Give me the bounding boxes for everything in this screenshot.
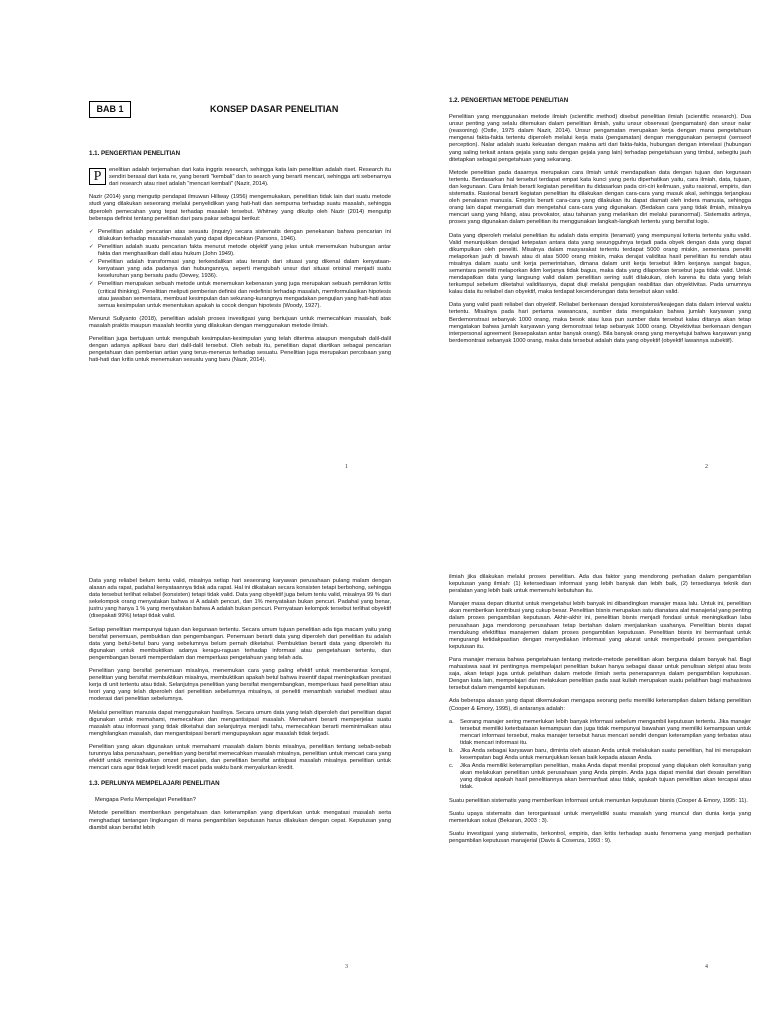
paragraph: Menurut Sullyanto (2018), penelitian adalah proses investigasi yang bertujuan untuk memecahkan masalah, baik masalah praktis maupun masalah teoritis yang dilakukan dengan menggunakan metode ilmiah. [89, 315, 391, 329]
list-item: ✓ Penelitian adalah transformasi yang terkendalikan atau terarah dari situasi yang dikenal dalam kenyataan-kenyataan yang ada padanya dan hubungannya, seperti mengubah unsur dari situasi orisinal menjadi suatu keseluruhan yang bersatu padu (Dewey, 1936). [89, 259, 391, 280]
list-text: Jika Anda sebagai karyawan baru, diminta oleh atasan Anda untuk melakukan suatu penelitian, hal ini merupakan kesempatan bagi Anda untuk menunjukkan kesan baik kepada atasan Anda. [460, 747, 751, 762]
section-title-1-1: 1.1. PENGERTIAN PENELITIAN [89, 150, 181, 157]
page-2-body [449, 97, 751, 351]
list-item [449, 763, 751, 791]
question-heading: Mengapa Perlu Mempelajari Penelitian? [95, 797, 196, 804]
paragraph: Suatu investigasi yang sistematis, terkontrol, empiris, dan kritis terhadap suatu fenomena yang menjadi perhatian pengambilan keputusan manajerial (Davis & Cosenza, 1993 : 9). [449, 830, 751, 844]
page-3-body [89, 578, 391, 838]
list-item: ✓ Penelitian merupakan sebuah metode untuk menemukan kebenaran yang juga merupakan sebuah pemikiran kritis (critical thinking). Penelitian meliputi pemberian definisi dan redefinisi terhadap masalah, memformulasikan hipotesis atau jawaban sementara, membuat kesimpulan dan sekurang-kurangnya mengadakan pengujian yang hati-hati atas semua kesimpulan untuk menentukan apakah ia cocok dengan hipotesis (Woody, 1927). [89, 281, 391, 309]
list-item [449, 719, 751, 747]
paragraph: Suatu penelitian sistematis yang memberikan informasi untuk menuntun keputusan bisnis (Cooper & Emory, 1995: 11). [449, 797, 748, 804]
paragraph: Manajer masa depan dituntut untuk mengetahui lebih banyak ini dibandingkan manajer masa lalu. Untuk ini, penelitian akan memberikan kontribusi yang cukup besar. Penelitian bisnis merupakan satu dianatara alat manajerial yang penting dalam proses pengambilan keputusan. Akhir-akhir ini, penelitian bisnis menjadi fondasi untuk meningkatkan laba perusahaan juga mendorong perusahaan tetap bertahan dalam menjalankan usahanya. Penelitian bisnis dapat mendukung efektifitas manajemen dalam proses pengambilan keputusan. Penelitian bisnis ini bermanfaat untuk mengurangi ketidakpastian dengan menyediakan informasi yang akurat untuk memperbaiki proses pengambilan keputusan itu. [449, 601, 751, 650]
paragraph: Penelitian yang bersifat penemuan misalnya, menemukan cara yang paling efektif untuk memberantas korupsi, penelitian yang bersifat membuktikan misalnya, membuktikan apakah betul bahwa insentif dapat meningkatkan prestasi kerja di unit tertentu atau tidak. Selanjutnya penelitian yang bersifat mengembangkan, memperluas hasil penelitian atau teori yang yang telah diperoleh dari penelitian sebelumnya misalnya, si peneliti menambah variabel mediasi atau moderasi dari penelitian sebelumnya. [89, 668, 391, 703]
intro-paragraph [89, 167, 391, 188]
list-marker: b. [449, 747, 454, 754]
page-number: 2 [705, 464, 708, 470]
paragraph: Penelitian yang menggunakan metode ilmiah (scientific method) disebut penelitian ilmiah (scientific research). Dua unsur penting yang selalu ditemukan dalam penelitian ilmiah, yaitu unsur observasi (pengamatan) dan unsur nalar (reasoning) (Ostle, 1975 dalam Nazir, 2014). Unsur pengamatan merupakan kerja dengan mana pengetahuan mengenai fakta-fakta tertentu diperoleh melalui kerja mata (pengamatan) dengan menggunakan persepsi (senseof perception). Nalar adalah suatu kekuatan dengan makna arti dari fakta-fakta, hubungan dengan interelasi (hubungan yang saling terkait antara gejala yang satu dengan gejala yang lain) terhadap pengetahuan yang timbul, sebegitu jauh ditetapkan sebagai pengetahuan yang sekarang. [449, 114, 751, 163]
paragraph: Data yang diperoleh melalui penelitian itu adalah data empiris (teramati) yang mempunyai kriteria tertentu yaitu valid. Valid menunjukkan derajad ketepatan antara data yang sesungguhnya terjadi pada obyek dengan data yang dapat dikumpulkan oleh peneliti. Misalnya dalam masyarakat tertentu terdapat 5000 orang miskin, sementara peneliti melaporkan jauh di bawah atau di atas 5000 orang miskin, maka derajat validitas hasil penelitian itu rendah atau misalnya dalam suatu unit kerja pemerintahan, dimana dalam unit kerja tersebut iklim kerjanya sangat bagus, sementara peneliti melaporkan iklim kerjanya tidak bagus, maka data yang dilaporkan tersebut juga tidak valid. Untuk mendapatkan data yang langsung valid dalam penelitian sering sulit dilakukan, oleh karena itu data yang telah terkumpul sebelum diketahui validitasnya, dapat diuji melalui pengujian reabilitas dan obyektivitas. Pada umumnya kalau data itu reliabel dan obyektif, maka terdapat kecenderungan data tersebut akan valid. [449, 232, 751, 296]
paragraph: Penelitian yang akan digunakan untuk memahami masalah dalam bisnis misalnya, penelitian tentang sebab-sebab turunnya laba perusahaan, penelitian yang bersifat memecahkan masalah misalnya, penelitian untuk mencari cara yang efektif untuk meningkatkan omzet penjualan, dan penelitian bersifat antisipasi masalah misalnya penelitian untuk mencari cara agar tidak terjadi kredit macet pada waktu bank menyalurkan kredit. [89, 743, 391, 772]
section-title-1-2: 1.2. PENGERTIAN METODE PENELITIAN [449, 97, 569, 104]
list-marker: a. [449, 718, 454, 725]
list-marker: c. [449, 763, 454, 770]
reasons-list [449, 719, 751, 792]
paragraph: Nazir (2014) yang mengutip pendapat ilmuwan Hillway (1956) mengemukakan, penelitian tidak lain dari suatu metode studi yang dilakukan seseorang melalui penyelidikan yang hati-hati dan sempurna terhadap suatu masalah, sehingga diperoleh pemecahan yang tepat terhadap masalah tersebut. Whitney yang dikutip oleh Nazir (2014) mengutip beberapa definisi tentang penelitian dari para pakar sebagai berikut: [89, 194, 391, 222]
dropcap-letter: P [89, 168, 106, 185]
page-number: 3 [345, 964, 348, 970]
definition-list [89, 229, 391, 310]
chapter-label: BAB 1 [96, 104, 124, 114]
paragraph: Metode penelitian pada dasarnya merupakan cara ilmiah untuk mendapatkan data dengan tujuan dan kegunaan tertentu. Berdasarkan hal tersebut terdapat empat kata kunci yang perlu diperhatikan yaitu, cara ilmiah, data, tujuan, dan kegunaan. Cara ilmiah berarti kegiatan penelitian itu didasarkan pada ciri-ciri keilmuan, yaitu rasional, empiris, dan sistematis. Rasional berarti kegiatan penelitian itu dilakukan dengan cara-cara yang masuk akal, sehingga terjangkau oleh penalaran manusia. Empiris berarti cara-cara yang dilakukan itu dapat diamati oleh indera manusia, sehingga orang lain dapat mengamati dan mengetahui cara-cara yang digunakan. (Bedakan cara yang tidak ilmiah, misalnya mencari uang yang hilang, atau provokator, atau tahanan yang melarikan diri melalui paranormal). Sistematis artinya, proses yang digunakan dalam penelitian itu menggunakan langkah-langkah tertentu yang bersifat logis. [449, 169, 751, 226]
paragraph: Melalui penelitian manusia dapat menggunakan hasilnya. Secara umum data yang telah diperoleh dari penelitian dapat digunakan untuk memahami, memecahkan dan mengantisipasi masalah. Memahami berarti memperjelas suatu masalah atau informasi yang tidak diketahui dan selanjutnya menjadi tahu, memecahkan berarti meminimalkan atau menghilangkan masalah, dan mengantisipasi berarti mengupayakan agar masalah tidak terjadi. [89, 709, 391, 737]
intro-text: enelitian adalah terjemahan dari kata inggris research, sehingga kata lain penelitian adalah riset. Research itu sendiri berasal dari kata re, yang berarti "kembali" dan to search yang berarti mencari, sehingga arti sebenarnya dari research atau riset adalah "mencari kembali" (Nazir, 2014). [109, 167, 391, 188]
paragraph: Metode penelitian memberikan pengetahuan dan keterampilan yang diperlukan untuk mengatasi masalah serta menghadapi tantangan lingkungan di mana pengambilan keputusan harus dilakukan dengan cepat. Keputusan yang diambil akan bersifat lebih [89, 810, 391, 831]
list-text: Seorang manajer sering memerlukan lebih banyak informasi sebelum mengambil keputusan tertentu. Jika manajer tersebut memiliki keterbatasan kemampuan dan juga tidak mempunyai bawahan yang memiliki kemampuan untuk mencari informasi tersebut, maka manajer tersebut harus mencari sendiri dengan keterampilan yang terbatas atau tidak mencari informasi itu. [460, 718, 751, 746]
paragraph: Para manajer merasa bahwa pengetahuan tentang metode-metode penelitian akan berguna dalam banyak hal. Bagi mahasiswa saat ini pentingnya mempelajari penelitian bukan hanya sebagai dasar untuk penulisan skripsi atau tesis saja, akan tetapi juga untuk pelatihan dalam metode ilmiah serta penerapannya dalam pengambilan keputusan. Dengan kata lain, mempelajari dan melakukan penelitian pada saat kuliah merupakan suatu pelatihan bagi mahasiswa tersebut dalam mengambil keputusan. [449, 656, 751, 692]
list-item [449, 748, 751, 762]
section-title-1-3: 1.3. PERLUNYA MEMPELAJARI PENELITIAN [89, 780, 220, 788]
paragraph: Ada beberapa alasan yang dapat dikemukakan mengapa seorang perlu memiliki keterampilan dalam bidang penelitian (Cooper & Emory, 1995), di antaranya adalah: [449, 698, 751, 712]
chapter-label-box [89, 101, 131, 118]
paragraph: Setiap penelitian mempunyai tujuan dan kegunaan tertentu. Secara umum tujuan penelitian ada tiga macam yaitu yang bersifat penemuan, pembuktian dan pengembangan. Penemuan berarti data yang diperoleh dari penelitian itu adalah data yang betul-betul baru yang sebelumnya belum pernah diketahui. Pembuktian berarti data yang diperoleh itu digunakan untuk membuktikan adanya keragu-raguan terhadap informasi atau pengetahuan tertentu, dan pengembangan berarti memperdalam dan memperluas pengetahuan yang telah ada. [89, 626, 391, 661]
page-number: 4 [705, 964, 708, 970]
paragraph: Data yang reliabel belum tentu valid, misalnya setiap hari seseorang karyawan perusahaan pulang malam dengan alasan ada rapat, padahal kenyataannya tidak ada rapat. Hal ini dikatakan secara konsisten tetapi berbohong, sehingga data tersebut terlihat reliabel (konsisten) tetapi tidak valid. Data yang obyektif juga belum tentu valid, misalnya 99 % dari sekelompok orang menyatakan bahwa si A adalah pencuri, dan 1% menyatakan bukan pencuri. Padahal yang benar, justru yang hanya 1 % yang menyatakan bahwa A adalah bukan pencuri. Pernyataan kelompok tersebut terlihat obyektif (disepakati 99%) tetapi tidak valid. [89, 578, 391, 620]
paragraph: Penelitian juga bertujuan untuk mengubah kesimpulan-kesimpulan yang telah diterima ataupun mengubah dalil-dalil dengan adanya aplikasi baru dari dalil-dalil tersebut. Oleh sebab itu, penelitian dapat diartikan sebagai pencarian pengetahuan dan pemberian artian yang terus-menerus terhadap sesuatu. Penelitian juga merupakan percobaan yang hati-hati dan kritis untuk menemukan sesuatu yang baru (Nazir, 2014). [89, 335, 391, 364]
page-4-body [449, 574, 751, 851]
paragraph: ilmiah jika dilakukan melalui proses penelitian. Ada dua faktor yang mendorong perhatian dalam pengambilan keputusan yang ilmiah: (1) ketersediaan informasi yang lebih banyak dan lebih baik, (2) tersedianya teknik dan peralatan yang lebih baik untuk memenuhi kebutuhan itu. [449, 574, 751, 595]
page-number: 1 [345, 464, 348, 470]
list-text: Jika Anda memiliki keterampilan penelitian, maka Anda dapat menilai proposal yang diajukan oleh konsultan yang akan melakukan penelitian untuk perusahaan yang Anda pimpin. Anda juga dapat menilai dari desain penelitian yang dipakai apakah hasil penelitiannya akan bermanfaat atau tidak, apakah tujuan penelitian akan tercapai atau tidak. [460, 763, 751, 791]
page-1-body [89, 150, 391, 370]
paragraph: Data yang valid pasti reliabel dan obyektif. Reliabel berkenaan derajad konsistensi/keajegan data dalam interval waktu tertentu. Misalnya pada hari pertama wawancara, sumber data mengatakan bahwa jumlah karyawan yang Berdemonstrasi sebanyak 1000 orang, maka besok atau lusa pun sumber data tersebut kalau ditanya akan tetap mengatakan bahwa jumlah karyawan yang demonstrasi tetap sebanyak 1000 orang. Obyektivitas berkenaan dengan interpersonal agreement (kesepakatan antar banyak orang). Bila banyak orang yang menyetujui bahwa karyawan yang berdemontrasi sebanyak 1000 orang, maka data tersebut adalah data yang obyektif (obyektif lawannya subektif). [449, 302, 751, 344]
chapter-title: KONSEP DASAR PENELITIAN [210, 104, 339, 114]
list-item: ✓ Penelitian adalah pencarian atas sesuatu (inquiry) secara sistematis dengan penekanan bahwa pencarian ini dilakukan terhadap masalah-masalah yang dapat dipecahkan (Parsons, 1946). [89, 229, 391, 243]
list-item: ✓ Penelitian adalah suatu pencarian fakta menurut metode objektif yang jelas untuk menemukan hubungan antar fakta dan menghasilkan dalil atau hukum (John 1949). [89, 244, 391, 258]
paragraph: Suatu upaya sistematis dan terorganisasi untuk menyelidiki suatu masalah yang muncul dan dunia kerja yang memerlukan solusi (Bekaran, 2003 : 3). [449, 810, 751, 824]
